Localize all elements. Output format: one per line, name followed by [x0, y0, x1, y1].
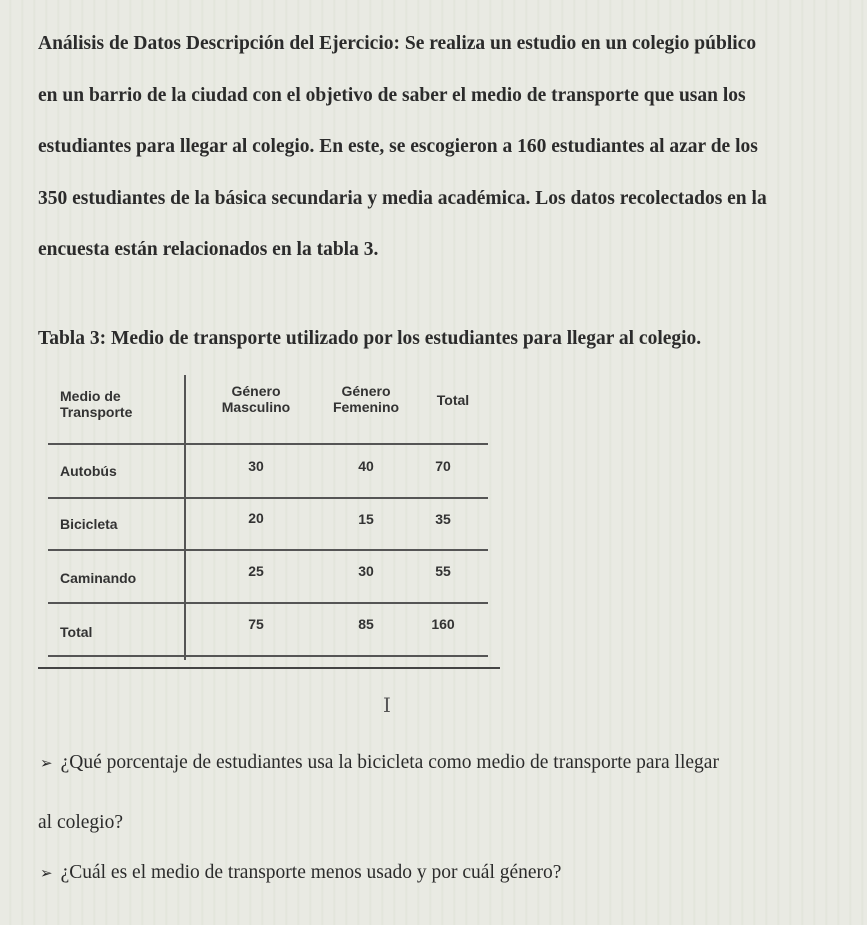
transport-table — [38, 372, 508, 677]
row-divider — [48, 497, 488, 499]
intro-line: Análisis de Datos Descripción del Ejercicio: Se realiza un estudio en un colegio público — [38, 33, 757, 54]
row-divider — [48, 549, 488, 551]
question-1-text: ¿Qué porcentaje de estudiantes usa la bicicleta como medio de transporte para llegar — [60, 752, 719, 773]
intro-paragraph — [38, 18, 838, 276]
question-2-text: ¿Cuál es el medio de transporte menos usado y por cuál género? — [60, 862, 562, 883]
header-masculino-line1: Género — [231, 383, 281, 399]
table-bottom-border — [38, 667, 500, 669]
bullet-arrow-icon: ➢ — [40, 754, 53, 772]
intro-line: 350 estudiantes de la básica secundaria y media académica. Los datos recolectados en la — [38, 187, 767, 209]
header-femenino — [311, 383, 421, 415]
header-transport-line2: Transporte — [60, 404, 133, 420]
header-transport — [60, 388, 132, 420]
column-divider — [184, 375, 186, 660]
row-label: Autobús — [60, 463, 117, 479]
table-caption: Tabla 3: Medio de transporte utilizado por los estudiantes para llegar al colegio. — [38, 328, 702, 349]
cell-total: 55 — [435, 563, 451, 579]
intro-line: encuesta están relacionados en la tabla 3. — [38, 239, 379, 260]
header-masculino — [206, 383, 306, 415]
cell-total: 35 — [435, 511, 451, 527]
row-label: Caminando — [60, 570, 137, 586]
intro-line: en un barrio de la ciudad con el objetivo de saber el medio de transporte que usan los — [38, 84, 746, 106]
cell-femenino: 15 — [358, 511, 374, 527]
cell-masculino: 20 — [248, 510, 264, 526]
header-femenino-line2: Femenino — [332, 399, 400, 415]
cell-total: 160 — [431, 616, 455, 632]
header-transport-line1: Medio de — [60, 388, 121, 404]
header-masculino-line2: Masculino — [221, 399, 291, 415]
text-cursor-icon: I — [383, 693, 391, 717]
cell-masculino: 25 — [248, 563, 264, 579]
intro-line: estudiantes para llegar al colegio. En este, se escogieron a 160 estudiantes al azar de los — [38, 136, 758, 157]
cell-total: 70 — [435, 458, 451, 474]
header-total: Total — [436, 392, 470, 408]
cell-femenino: 85 — [358, 616, 374, 632]
cell-masculino: 30 — [248, 458, 264, 474]
row-divider — [48, 655, 488, 657]
row-divider — [48, 602, 488, 604]
cell-masculino: 75 — [248, 616, 264, 632]
cell-femenino: 30 — [358, 563, 374, 579]
header-femenino-line1: Género — [341, 383, 391, 399]
row-divider — [48, 443, 488, 445]
bullet-arrow-icon: ➢ — [40, 864, 53, 882]
row-label: Bicicleta — [60, 516, 118, 532]
cell-femenino: 40 — [358, 458, 374, 474]
question-1-continuation: al colegio? — [38, 812, 123, 833]
question-1 — [40, 752, 719, 774]
row-label: Total — [60, 624, 93, 640]
question-2 — [40, 862, 561, 884]
